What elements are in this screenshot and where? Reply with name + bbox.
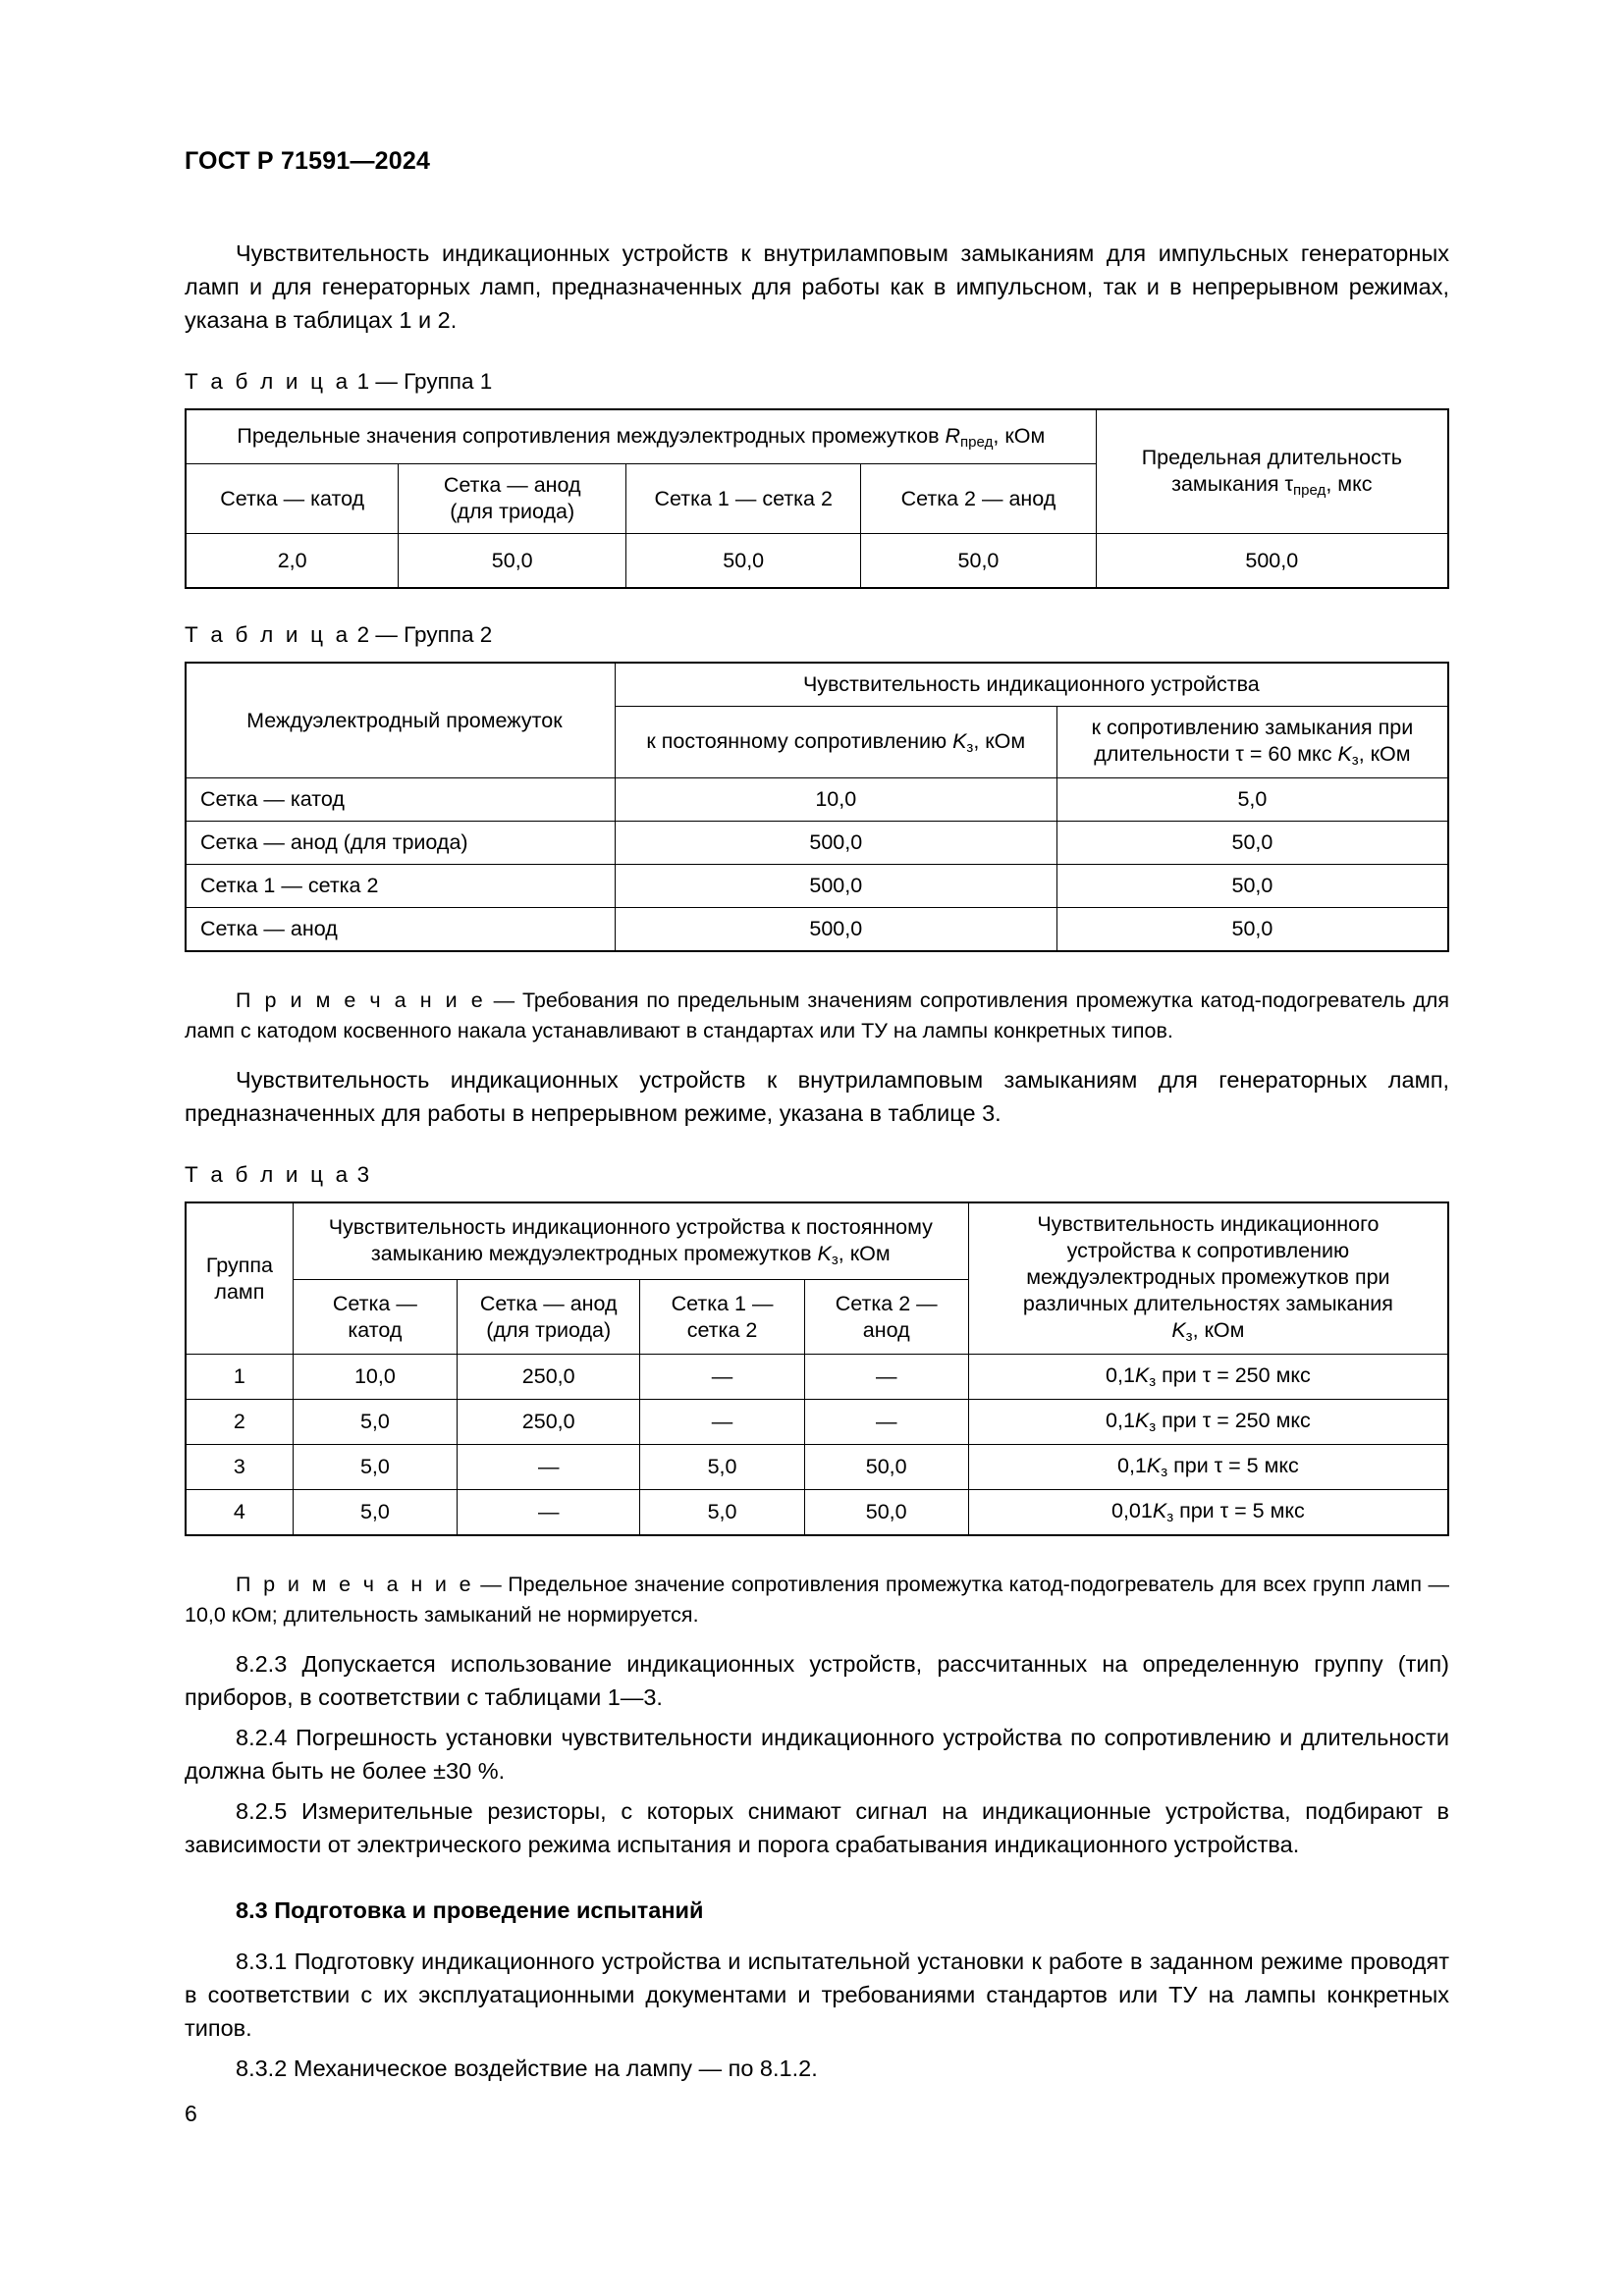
- note1-label: П р и м е ч а н и е: [236, 988, 486, 1012]
- table3-row1-sens-sub: з: [1149, 1373, 1157, 1391]
- table3-row3-sensitivity: [968, 1445, 1448, 1490]
- table3-constant-line1: Чувствительность индикационного устройства к постоянному: [328, 1214, 933, 1239]
- table1-symbol-R: R: [945, 423, 961, 448]
- table3-row2-sens-prefix: 0,1: [1106, 1409, 1135, 1432]
- table3-resistance-line2: устройства к сопротивлению: [1066, 1239, 1350, 1262]
- table1-col4-line1: Сетка 2 — анод: [900, 486, 1056, 510]
- table2-row4-short: 50,0: [1056, 908, 1448, 952]
- table-row: [186, 1400, 1448, 1445]
- table3-group-col-line1: Группа: [205, 1253, 273, 1277]
- clause-8-2-5-number: 8.2.5: [236, 1798, 288, 1824]
- table3-row4-grid1-grid2: 5,0: [640, 1490, 804, 1536]
- note-after-table3: [185, 1570, 1449, 1630]
- table-3: [185, 1201, 1449, 1536]
- note2-label: П р и м е ч а н и е: [236, 1573, 474, 1596]
- table3-row1-group: 1: [186, 1355, 293, 1400]
- table1-group-header-text: Предельные значения сопротивления междуэлектродных промежутков: [237, 423, 946, 448]
- note2-text: — Предельное значение сопротивления промежутка катод-подогреватель для всех групп ламп — 10,0 кОм; длительность замыканий не нормируется.: [185, 1573, 1449, 1627]
- clause-8-3-1: [185, 1945, 1449, 2045]
- table3-row4-sens-sub: з: [1166, 1509, 1174, 1526]
- clause-8-3-2-text: Механическое воздействие на лампу — по 8.1.2.: [293, 2056, 818, 2081]
- clause-8-3-2-number: 8.3.2: [236, 2056, 288, 2081]
- clause-8-2-3: [185, 1647, 1449, 1714]
- table3-resistance-group-header: [968, 1202, 1448, 1355]
- table3-symbol-K: K: [817, 1241, 832, 1265]
- table3-row3-grid-cathode: 5,0: [293, 1445, 457, 1490]
- table1-value-2: 50,0: [399, 534, 626, 589]
- table3-col1-line2: катод: [348, 1317, 403, 1342]
- table3-row2-grid-cathode: 5,0: [293, 1400, 457, 1445]
- clause-8-2-3-text: Допускается использование индикационных устройств, рассчитанных на определенную группу (тип) приборов, в соответствии с таблицами 1—3.: [185, 1651, 1450, 1710]
- intro-paragraph: Чувствительность индикационных устройств к внутриламповым замыканиям для импульсных генераторных ламп и для генераторных ламп, предназначенных для работы как в импульсном, так и в непрерывном режимах, указана в таблицах 1 и 2.: [185, 240, 1449, 333]
- table3-row2-sens-sub: з: [1149, 1418, 1157, 1436]
- table3-row2-group: 2: [186, 1400, 293, 1445]
- table1-caption-label: Т а б л и ц а: [185, 369, 352, 394]
- table1-value-3: 50,0: [626, 534, 861, 589]
- table2-row3-const: 500,0: [615, 865, 1056, 908]
- clause-8-3-1-text: Подготовку индикационного устройства и испытательной установки к работе в заданном режиме проводят в соответствии с их эксплуатационными документами и требованиями стандартов или ТУ на лампы конкретных типов.: [185, 1949, 1449, 2041]
- table3-col1-line1: Сетка —: [332, 1291, 417, 1315]
- clause-8-2-5: [185, 1794, 1449, 1861]
- table1-group-header: [186, 409, 1096, 464]
- table3-row2-grid1-grid2: —: [640, 1400, 804, 1445]
- table3-symbol-K2-sub: з: [1185, 1328, 1193, 1346]
- table3-row3-sens-sub: з: [1161, 1464, 1168, 1481]
- table3-col-grid-anode: [457, 1280, 639, 1355]
- table3-row4-sens-symbol: K: [1152, 1499, 1167, 1522]
- table2-row3-short: 50,0: [1056, 865, 1448, 908]
- section-8-3-title: Подготовка и проведение испытаний: [274, 1897, 704, 1923]
- table2-symbol-K: K: [952, 728, 967, 753]
- table3-constant-group-header: [293, 1202, 968, 1280]
- table2-row3-gap: Сетка 1 — сетка 2: [186, 865, 615, 908]
- table1-col3-line1: Сетка 1 — сетка 2: [654, 486, 833, 510]
- table1-value-4: 50,0: [861, 534, 1096, 589]
- table3-col3-line1: Сетка 1 —: [671, 1291, 774, 1315]
- table1-col2-line2: (для триода): [450, 500, 575, 523]
- clause-8-2-4-number: 8.2.4: [236, 1725, 288, 1750]
- table1-col-grid1-grid2: [626, 464, 861, 534]
- table3-row1-grid2-anode: —: [804, 1355, 968, 1400]
- clause-8-3-1-number: 8.3.1: [236, 1949, 288, 1974]
- table2-group-header: Чувствительность индикационного устройства: [615, 663, 1448, 707]
- table3-row3-grid1-grid2: 5,0: [640, 1445, 804, 1490]
- table3-resistance-line3: междуэлектродных промежутков при: [1026, 1265, 1390, 1289]
- table3-row1-sens-prefix: 0,1: [1106, 1363, 1135, 1387]
- table3-group-col-line2: ламп: [214, 1279, 265, 1304]
- table3-row2-sens-suffix: при τ = 250 мкс: [1156, 1409, 1311, 1432]
- table2-row1-const: 10,0: [615, 778, 1056, 822]
- table3-col-grid2-anode: [804, 1280, 968, 1355]
- clause-8-2-4: [185, 1721, 1449, 1788]
- table3-row1-sens-symbol: K: [1134, 1363, 1150, 1387]
- table1-group-header-unit: , кОм: [993, 423, 1046, 448]
- table2-subheader-short-line1: к сопротивлению замыкания при: [1091, 716, 1414, 739]
- table3-row3-sens-symbol: K: [1146, 1454, 1162, 1477]
- table2-row4-gap: Сетка — анод: [186, 908, 615, 952]
- table3-constant-line2: замыканию междуэлектродных промежутков: [370, 1241, 818, 1265]
- table3-row3-sens-prefix: 0,1: [1116, 1454, 1147, 1477]
- table3-col2-line1: Сетка — анод: [479, 1291, 618, 1315]
- table1-value-1: 2,0: [186, 534, 399, 589]
- table-row: [186, 1355, 1448, 1400]
- table3-row3-group: 3: [186, 1445, 293, 1490]
- table1-duration-unit: , мкс: [1326, 471, 1373, 496]
- section-8-3-heading: [185, 1894, 1449, 1927]
- table3-row4-sens-prefix: 0,01: [1111, 1499, 1153, 1522]
- table2-subheader-short: [1056, 707, 1448, 778]
- table3-symbol-K2: K: [1171, 1318, 1186, 1342]
- table3-row2-grid-anode: 250,0: [457, 1400, 639, 1445]
- table1-duration-line1: Предельная длительность: [1141, 445, 1402, 469]
- table1-duration-sub: пред: [1293, 481, 1326, 499]
- table3-col3-line2: сетка 2: [686, 1317, 758, 1342]
- table2-row2-const: 500,0: [615, 822, 1056, 865]
- clause-8-2-5-text: Измерительные резисторы, с которых снимают сигнал на индикационные устройства, подбирают в зависимости от электрического режима испытания и порога срабатывания индикационного устройства.: [185, 1798, 1449, 1857]
- paragraph-before-table3: Чувствительность индикационных устройств к внутриламповым замыканиям для генераторных ламп, предназначенных для работы в непрерывном режиме, указана в таблице 3.: [185, 1067, 1449, 1126]
- table3-row1-grid-anode: 250,0: [457, 1355, 639, 1400]
- table2-row4-const: 500,0: [615, 908, 1056, 952]
- table3-resistance-line4: различных длительностях замыкания: [1022, 1292, 1393, 1315]
- table-row: [186, 778, 1448, 822]
- table2-caption-rest: 2 — Группа 2: [356, 622, 493, 647]
- table2-caption-label: Т а б л и ц а: [185, 622, 352, 647]
- table-row: [186, 822, 1448, 865]
- table3-caption-label: Т а б л и ц а: [185, 1162, 352, 1187]
- table2-row1-gap: Сетка — катод: [186, 778, 615, 822]
- table1-data-row: [186, 534, 1448, 589]
- table-row: [186, 865, 1448, 908]
- table-1: [185, 408, 1449, 589]
- table3-row4-sensitivity: [968, 1490, 1448, 1536]
- table3-col2-line2: (для триода): [486, 1317, 612, 1342]
- table1-duration-header: [1096, 409, 1448, 534]
- table3-row1-grid1-grid2: —: [640, 1355, 804, 1400]
- table-row: [186, 1490, 1448, 1536]
- page-number: 6: [185, 2101, 197, 2126]
- note-after-table2: [185, 986, 1449, 1046]
- table3-row1-sensitivity: [968, 1355, 1448, 1400]
- table1-duration-line2: замыкания τ: [1171, 471, 1293, 496]
- clause-8-2-4-text: Погрешность установки чувствительности индикационного устройства по сопротивлению и длительности должна быть не более ±30 %.: [185, 1725, 1450, 1784]
- table3-header-row-1: [186, 1202, 1448, 1280]
- section-8-3-number: 8.3: [236, 1897, 268, 1923]
- note1-text: — Требования по предельным значениям сопротивления промежутка катод-подогреватель для ламп с катодом косвенного накала устанавливают в стандартах или ТУ на лампы конкретных типов.: [185, 988, 1449, 1042]
- table2-subheader-constant: [615, 707, 1056, 778]
- table3-col4-line1: Сетка 2 —: [835, 1291, 938, 1315]
- table1-header-row-1: [186, 409, 1448, 464]
- table3-resistance-unit: , кОм: [1192, 1318, 1245, 1342]
- table2-subheader-constant-text: к постоянному сопротивлению: [646, 728, 953, 753]
- table1-caption: [185, 369, 1449, 395]
- table3-row2-sensitivity: [968, 1400, 1448, 1445]
- table1-col-grid-anode: [399, 464, 626, 534]
- table3-row3-grid-anode: —: [457, 1445, 639, 1490]
- document-header: ГОСТ Р 71591—2024: [185, 147, 431, 175]
- clause-8-3-2: [185, 2052, 1449, 2085]
- table2-row2-gap: Сетка — анод (для триода): [186, 822, 615, 865]
- table2-subheader-short-unit: , кОм: [1358, 742, 1411, 766]
- table2-subheader-constant-unit: , кОм: [973, 728, 1026, 753]
- table3-resistance-line1: Чувствительность индикационного: [1037, 1212, 1380, 1236]
- table2-symbol-K-sub: з: [966, 738, 974, 756]
- table3-col-grid-cathode: [293, 1280, 457, 1355]
- table2-subheader-short-line2: длительности τ = 60 мкс: [1094, 742, 1338, 766]
- table3-row4-sens-suffix: при τ = 5 мкс: [1173, 1499, 1305, 1522]
- table-row: [186, 908, 1448, 952]
- table3-row1-sens-suffix: при τ = 250 мкс: [1156, 1363, 1311, 1387]
- table1-symbol-R-sub: пред: [960, 433, 994, 451]
- table3-symbol-K-sub: з: [831, 1251, 839, 1268]
- table1-col-grid-cathode: [186, 464, 399, 534]
- table3-row4-grid2-anode: 50,0: [804, 1490, 968, 1536]
- table2-gap-header: Междуэлектродный промежуток: [186, 663, 615, 778]
- table3-row1-grid-cathode: 10,0: [293, 1355, 457, 1400]
- table1-col2-line1: Сетка — анод: [443, 473, 581, 497]
- table1-col-grid2-anode: [861, 464, 1096, 534]
- table3-row2-grid2-anode: —: [804, 1400, 968, 1445]
- table3-row4-grid-cathode: 5,0: [293, 1490, 457, 1536]
- table1-value-5: 500,0: [1096, 534, 1448, 589]
- table1-col1-line1: Сетка — катод: [220, 486, 365, 510]
- table3-caption-rest: 3: [356, 1162, 370, 1187]
- table3-col4-line2: анод: [862, 1317, 910, 1342]
- table3-row3-sens-suffix: при τ = 5 мкс: [1167, 1454, 1299, 1477]
- table3-row4-grid-anode: —: [457, 1490, 639, 1536]
- table3-row4-group: 4: [186, 1490, 293, 1536]
- table3-constant-unit: , кОм: [838, 1241, 891, 1265]
- page-content: [185, 147, 1449, 2092]
- table3-row2-sens-symbol: K: [1134, 1409, 1150, 1432]
- table2-row2-short: 50,0: [1056, 822, 1448, 865]
- table2-symbol-K2: K: [1337, 742, 1352, 766]
- table3-row3-grid2-anode: 50,0: [804, 1445, 968, 1490]
- table2-header-row-1: [186, 663, 1448, 707]
- table3-caption: [185, 1162, 1449, 1188]
- table-2: [185, 662, 1449, 952]
- table3-group-col-header: [186, 1202, 293, 1355]
- table-row: [186, 1445, 1448, 1490]
- table2-row1-short: 5,0: [1056, 778, 1448, 822]
- clause-8-2-3-number: 8.2.3: [236, 1651, 288, 1677]
- table2-caption: [185, 622, 1449, 648]
- table1-caption-rest: 1 — Группа 1: [356, 369, 493, 394]
- table2-symbol-K2-sub: з: [1351, 752, 1359, 770]
- table3-col-grid1-grid2: [640, 1280, 804, 1355]
